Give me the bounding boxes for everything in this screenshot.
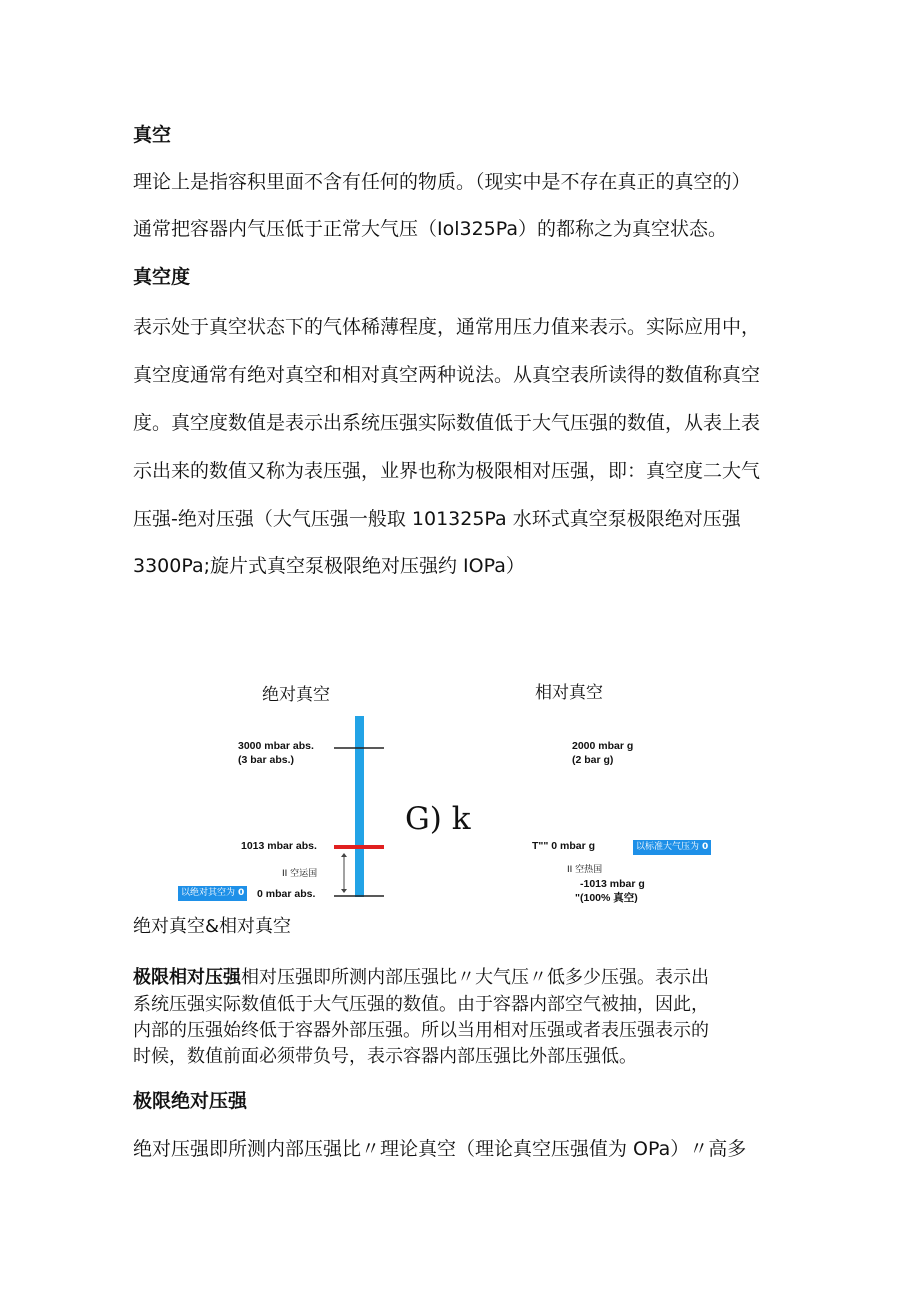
paragraph-line: 通常把容器内气压低于正常大气压（Iol325Pa）的都称之为真空状态。 (133, 218, 728, 240)
paragraph-line: 示出来的数值又称为表压强，业界也称为极限相对压强，即：真空度二大气 (133, 460, 761, 482)
right-title: 相对真空 (535, 683, 603, 703)
label-1013-abs: 1013 mbar abs. (241, 840, 317, 852)
label-range-right: II 空热国 (567, 865, 603, 875)
heading-limit-absolute-pressure: 极限绝对压强 (133, 1090, 248, 1112)
paragraph-line: 压强-绝对压强（大气压强一般取 101325Pa 水环式真空泵极限绝对压强 (133, 508, 741, 530)
heading-vacuum: 真空 (133, 124, 172, 146)
label-0-g: T"" 0 mbar g (532, 840, 596, 852)
arrow-head-up (341, 853, 347, 857)
paragraph-text: 相对压强即所测内部压强比〃大气压〃低多少压强。表示出 (241, 967, 709, 988)
label-2000-g: 2000 mbar g (572, 740, 634, 752)
left-badge-text: 以绝对其空为 (181, 888, 236, 898)
left-badge-number: 0 (238, 888, 245, 898)
label-minus-1013-g: -1013 mbar g (580, 878, 645, 890)
right-badge (633, 840, 711, 855)
label-0-abs: 0 mbar abs. (257, 888, 316, 900)
paragraph-line: 表示处于真空状态下的气体稀薄程度，通常用压力值来表示。实际应用中， (133, 316, 761, 338)
paragraph-line: 内部的压强始终低于容器外部压强。所以当用相对压强或者表压强表示的 (133, 1020, 709, 1041)
right-badge-text: 以标准大气压为 (636, 842, 700, 852)
label-2-bar-g: (2 bar g) (572, 754, 614, 766)
paragraph-line (133, 966, 709, 990)
paragraph-line: 绝对压强即所测内部压强比〃理论真空（理论真空压强值为 OPa）〃高多 (133, 1138, 747, 1160)
left-title: 绝对真空 (262, 685, 330, 705)
heading-vacuum-degree: 真空度 (133, 266, 191, 288)
paragraph-line: 时候，数值前面必须带负号，表示容器内部压强比外部压强低。 (133, 1046, 637, 1067)
pressure-column (355, 716, 364, 897)
right-badge-number: 0 (702, 842, 709, 852)
paragraph-line: 真空度通常有绝对真空和相对真空两种说法。从真空表所读得的数值称真空 (133, 364, 761, 386)
label-3-bar-abs: (3 bar abs.) (238, 754, 295, 766)
label-100-vacuum: "(100% 真空) (575, 892, 638, 904)
left-badge (178, 886, 247, 901)
paragraph-line: 理论上是指容积里面不含有任何的物质。（现实中是不存在真正的真空的） (133, 171, 751, 193)
arrow-head-down (341, 889, 347, 893)
paragraph-line: 3300Pa;旋片式真空泵极限绝对压强约 IOPa） (133, 555, 525, 577)
label-range-left: II 空运国 (282, 869, 318, 879)
center-symbol-text: G) k (405, 801, 471, 837)
figure-caption: 绝对真空&相对真空 (133, 916, 292, 937)
heading-limit-relative-pressure: 极限相对压强 (133, 967, 241, 988)
paragraph-line: 度。真空度数值是表示出系统压强实际数值低于大气压强的数值，从表上表 (133, 412, 761, 434)
label-3000-abs: 3000 mbar abs. (238, 740, 314, 752)
paragraph-line: 系统压强实际数值低于大气压强的数值。由于容器内部空气被抽，因此， (133, 994, 709, 1015)
